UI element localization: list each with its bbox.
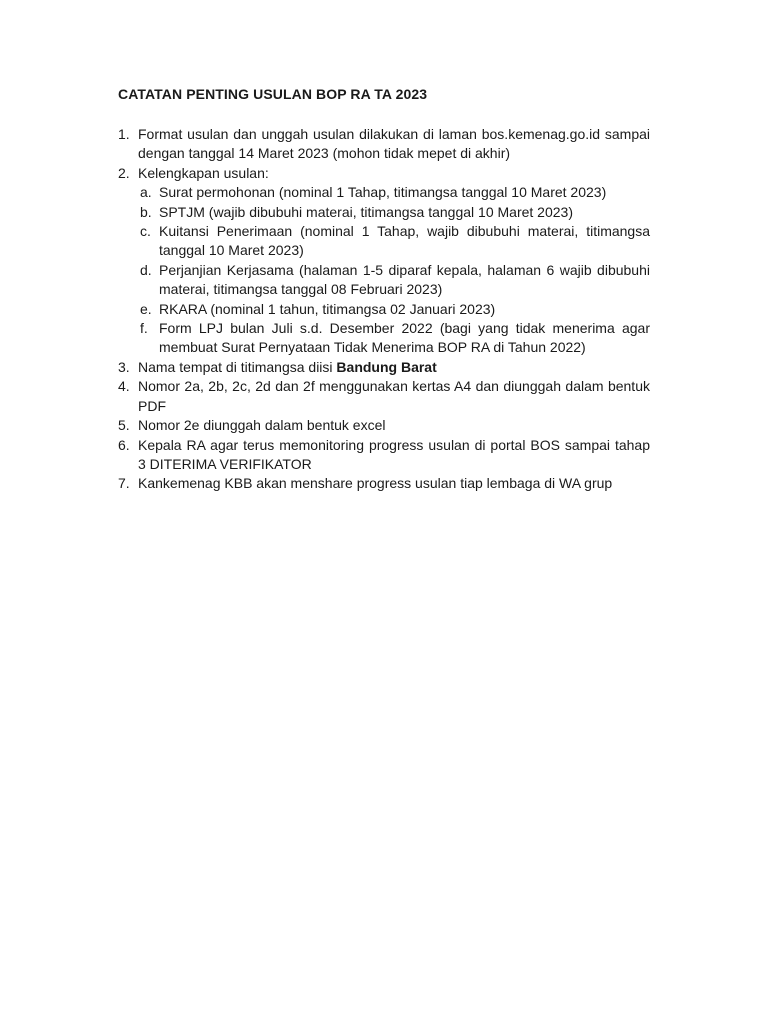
- list-number: 7.: [118, 475, 130, 492]
- list-item-3: [118, 358, 650, 377]
- sublist-item-b: [138, 203, 650, 222]
- sublist-item-c: [138, 222, 650, 261]
- sublist-item-text: Perjanjian Kerjasama (halaman 1-5 diparaf kepala, halaman 6 wajib dibubuhi materai, titimangsa tanggal 08 Februari 2023): [159, 261, 650, 298]
- sublist-letter: a.: [140, 184, 152, 201]
- sublist-item-d: [138, 261, 650, 300]
- list-number: 3.: [118, 358, 130, 375]
- sublist-letter: e.: [140, 300, 152, 317]
- list-number: 6.: [118, 436, 130, 453]
- sublist-item-text: Surat permohonan (nominal 1 Tahap, titimangsa tanggal 10 Maret 2023): [159, 184, 607, 201]
- list-item-1: [118, 125, 650, 164]
- sublist-item-f: [138, 319, 650, 358]
- notes-list: [118, 125, 650, 494]
- list-item-2: [118, 164, 650, 358]
- sublist-letter: c.: [140, 223, 151, 240]
- list-item-text: Kepala RA agar terus memonitoring progress usulan di portal BOS sampai tahap 3 DITERIMA VERIFIKATOR: [138, 436, 650, 472]
- list-item-text: Nomor 2e diunggah dalam bentuk excel: [138, 417, 386, 434]
- list-item-text: Nomor 2a, 2b, 2c, 2d dan 2f menggunakan kertas A4 dan diunggah dalam bentuk PDF: [138, 378, 650, 414]
- sublist-item-text: Form LPJ bulan Juli s.d. Desember 2022 (bagi yang tidak menerima agar membuat Surat Pernyataan Tidak Menerima BOP RA di Tahun 2022): [159, 320, 650, 356]
- sublist-item-text: SPTJM (wajib dibubuhi materai, titimangsa tanggal 10 Maret 2023): [159, 203, 573, 220]
- list-item-text: Kelengkapan usulan:: [138, 164, 269, 181]
- sublist-item-text: RKARA (nominal 1 tahun, titimangsa 02 Januari 2023): [159, 300, 496, 317]
- requirements-sublist: [138, 183, 650, 358]
- sublist-item-a: [138, 183, 650, 202]
- document-title: CATATAN PENTING USULAN BOP RA TA 2023: [118, 86, 428, 102]
- sublist-item-text: Kuitansi Penerimaan (nominal 1 Tahap, wajib dibubuhi materai, titimangsa tanggal 10 Maret 2023): [159, 223, 650, 259]
- list-item-6: [118, 436, 650, 475]
- sublist-letter: b.: [140, 203, 152, 220]
- list-number: 4.: [118, 378, 130, 395]
- list-number: 5.: [118, 417, 130, 434]
- list-item-5: [118, 416, 650, 435]
- list-item-text: Format usulan dan unggah usulan dilakukan di laman bos.kemenag.go.id sampai dengan tanggal 14 Maret 2023 (mohon tidak mepet di akhir): [138, 126, 650, 162]
- list-number: 2.: [118, 164, 130, 181]
- place-name-bold: Bandung Barat: [336, 358, 437, 375]
- list-item-text-wrapper: [138, 358, 650, 377]
- list-item-text: Kankemenag KBB akan menshare progress usulan tiap lembaga di WA grup: [138, 475, 613, 492]
- sublist-letter: d.: [140, 261, 152, 278]
- list-item-4: [118, 377, 650, 416]
- list-number: 1.: [118, 126, 130, 142]
- list-item-7: [118, 474, 650, 493]
- sublist-letter: f.: [140, 320, 148, 337]
- sublist-item-e: [138, 300, 650, 319]
- list-item-text: Nama tempat di titimangsa diisi: [138, 358, 337, 375]
